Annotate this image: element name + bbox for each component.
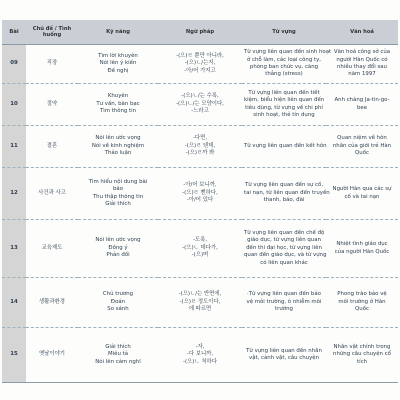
lesson-culture-line: Người Hàn qua các sự [332, 186, 392, 193]
lesson-grammar [158, 84, 242, 126]
lesson-vocab-line: Từ vựng liên quan đến sinh hoạt [244, 49, 332, 56]
lesson-grammar-line: -도록, [192, 237, 208, 244]
lesson-grammar-line: -자, [195, 343, 205, 350]
lesson-grammar [158, 126, 242, 168]
lesson-topic-line: 환경 [54, 298, 66, 305]
lesson-skills [78, 278, 158, 328]
table-row [2, 84, 398, 126]
lesson-skills-line: Thảo luận [104, 150, 132, 157]
lesson-topic-line: 교육제도 [41, 244, 63, 251]
lesson-skills [78, 328, 158, 383]
lesson-skills-line: Nói lên ước vọng [95, 237, 141, 244]
lesson-number: 13 [2, 220, 26, 278]
lesson-skills [78, 84, 158, 126]
lesson-culture [326, 220, 398, 278]
lesson-vocab-line: quan đến giáo dục, và từ vựng [244, 252, 327, 259]
header-vocab: Từ vựng [242, 20, 326, 45]
lesson-skills [78, 220, 158, 278]
lesson-vocab-line: kiệm, biểu hiện liên quan đến [244, 97, 325, 104]
lesson-grammar-line: -(으)ㄴ/는지, [184, 60, 216, 67]
header-culture: Văn hoá [326, 20, 398, 45]
lesson-skills [78, 168, 158, 220]
lesson-culture [326, 126, 398, 168]
lesson-culture [326, 328, 398, 383]
lesson-vocab-line: vật, cảnh vật, câu chuyện [249, 355, 319, 361]
lesson-culture-line: những câu chuyện cổ [333, 351, 391, 358]
lesson-number: 15 [2, 328, 26, 383]
lesson-vocab-line: phòng ban chức vụ, căng [249, 64, 319, 70]
lesson-skills-line: báo [112, 186, 124, 193]
lesson-topic-line: 이야기 [49, 351, 66, 358]
lesson-number: 10 [2, 84, 26, 126]
lesson-skills [78, 126, 158, 168]
lesson-skills-line: Tìm lời khuyên [98, 52, 138, 59]
lesson-vocab-line: thanh, báo, đài [263, 197, 305, 204]
lesson-topic [26, 84, 78, 126]
lesson-skills-line: Giải thích [105, 343, 131, 350]
lesson-vocab-line: có liên quan khác [260, 259, 308, 266]
lesson-culture [326, 45, 398, 84]
lesson-topic-line: 사건과 사고 [38, 189, 66, 196]
lesson-skills-line: Nói lên ước vọng [95, 135, 141, 142]
lesson-skills-line: Đề nghị [107, 67, 129, 74]
lesson-culture [326, 168, 398, 220]
lesson-vocab-line: trường [275, 306, 293, 313]
lesson-grammar [158, 278, 242, 328]
lesson-culture [326, 278, 398, 328]
header-skills: Kỹ năng [78, 20, 158, 45]
lesson-grammar [158, 328, 242, 383]
lesson-culture-line: Nhân vật chính trong [333, 343, 391, 350]
lesson-culture-line: Phong trào bảo vệ [337, 291, 387, 298]
lesson-culture-line: Quan niệm về hôn [337, 135, 387, 142]
lesson-skills-line: Miêu tả [107, 351, 128, 358]
table-row [2, 328, 398, 383]
header-bai: Bài [2, 20, 26, 45]
lesson-culture-line: môi trường ở Hàn [338, 298, 386, 305]
lesson-grammar-line: -(으)ㄴ/는 수록, [181, 93, 219, 100]
lesson-skills-line: Phản đối [106, 252, 130, 259]
lesson-grammar-line: -다면, [192, 135, 208, 142]
lesson-culture-line: Anh chàng Ja-tin-go- [334, 97, 390, 104]
table-header-row [2, 20, 398, 45]
table-row [2, 45, 398, 84]
lesson-grammar-line: -아/어 보니까, [183, 182, 217, 189]
lesson-culture-line: Nhiệt tình giáo dục [336, 241, 388, 248]
lesson-culture-line: bee [356, 104, 368, 111]
lesson-vocab [242, 126, 326, 168]
lesson-vocab-line: vệ môi trường, ô nhiễm môi [246, 298, 322, 305]
lesson-skills-line: Nói lên cảm nghĩ [95, 358, 141, 365]
lesson-vocab [242, 278, 326, 328]
lesson-grammar-line: -(으)ㄴ/는 모양이다, [176, 100, 224, 107]
lesson-vocab [242, 84, 326, 126]
lesson-skills-line: Tư vấn, bàn bạc [96, 100, 140, 107]
lesson-grammar-line: -아/어 가지고 [184, 67, 216, 74]
lesson-culture-line: Quốc [355, 150, 369, 157]
lesson-vocab-line: Từ vựng liên quan đến nhân [246, 347, 322, 354]
lesson-vocab [242, 45, 332, 84]
lesson-grammar [158, 168, 242, 220]
lesson-culture-line: nhiều thay đổi sau [337, 64, 387, 70]
table-row [2, 168, 398, 220]
table-body [2, 45, 398, 383]
lesson-skills-line: Nói về kinh nghiệm [91, 142, 145, 149]
lesson-vocab-line: Từ vựng liên quan đến tiết [248, 89, 320, 96]
lesson-topic-line: 옛날 [38, 351, 50, 358]
lesson-topic [26, 220, 78, 278]
lesson-grammar-line: -다 보니까, [186, 351, 214, 358]
lesson-topic [26, 278, 78, 328]
lesson-topic [26, 168, 78, 220]
header-grammar: Ngữ pháp [158, 20, 242, 45]
lesson-topic [26, 126, 78, 168]
lesson-culture-line: cố và tai nạn [344, 193, 380, 200]
lesson-skills-line: Đồng ý [108, 244, 128, 251]
lesson-grammar-line: -(으)ㄹ 텐데, [184, 142, 216, 149]
lesson-skills-line: Tìm thông tin [99, 108, 137, 115]
lesson-grammar-line: -(으)ㄹ 뿐만 아니라, [176, 52, 224, 59]
lesson-topic-line: 절약 [46, 100, 58, 107]
lesson-grammar [158, 220, 242, 278]
lesson-vocab-line: tai nạn, từ liên quan đến truyền [244, 189, 330, 196]
lesson-vocab [242, 328, 326, 383]
lesson-grammar-line: -(으)ㄹ까 봐 [185, 150, 215, 157]
lesson-vocab-line: tiêu dùng, từ vựng về chi phí [245, 104, 323, 111]
table-row [2, 220, 398, 278]
lesson-skills-line: Thu thập thông tin [92, 193, 144, 200]
lesson-culture-line: Văn hoá công sở của [333, 49, 391, 56]
lesson-grammar-line: -(으)ㄹ 정도이다, [179, 298, 221, 305]
lesson-vocab-line: Từ vựng liên quan đến chế độ [244, 229, 325, 236]
lesson-grammar-line: -아/어 있다 [186, 197, 214, 204]
lesson-vocab [242, 168, 330, 220]
lesson-vocab-line: đến thi đại học, từ vựng liên [246, 244, 322, 251]
header-topic: Chủ đề / Tình huống [26, 20, 78, 45]
lesson-grammar-line: -느라고 [191, 108, 209, 115]
lesson-culture-line: người Hàn Quốc có [336, 56, 388, 63]
lesson-topic-line: 생활과 [38, 298, 55, 305]
lesson-vocab-line: ở chỗ làm, các loại công ty, [247, 56, 321, 63]
lesson-vocab [242, 220, 326, 278]
table-row [2, 126, 398, 168]
lesson-skills-line: So sánh [107, 306, 129, 313]
lesson-grammar-line: -(으)ㄴ 척하다 [183, 358, 217, 365]
curriculum-table [2, 20, 398, 383]
lesson-grammar-line: -(으)ㄹ 뻔하다, [182, 189, 218, 196]
lesson-vocab-line: thẳng (stress) [265, 71, 303, 78]
lesson-skills-line: Nói lên ý kiến [99, 60, 137, 67]
lesson-skills-line: Tìm hiểu nội dung bài [88, 178, 148, 185]
lesson-topic [26, 328, 78, 383]
lesson-culture-line: tích [357, 358, 367, 365]
lesson-culture-line: của người Hàn Quốc [334, 248, 390, 255]
lesson-skills [78, 45, 158, 84]
lesson-vocab-line: giáo dục, từ vựng liên quan [247, 237, 321, 244]
lesson-skills-line: Giải thích [105, 200, 131, 207]
lesson-grammar-line: 에 따르면 [188, 306, 212, 313]
lesson-skills-line: Khuyên [107, 93, 129, 100]
lesson-grammar [158, 45, 242, 84]
lesson-culture-line: năm 1997 [348, 71, 376, 78]
lesson-topic [26, 45, 78, 84]
lesson-topic-line: 결혼 [46, 142, 58, 149]
lesson-topic-line: 직장 [46, 60, 58, 67]
lesson-grammar-line: -(으)며 [191, 252, 209, 259]
lesson-skills-line: Chủ trương [102, 291, 134, 298]
lesson-number: 14 [2, 278, 26, 328]
lesson-culture-line: Quốc [355, 306, 369, 313]
lesson-culture [326, 84, 398, 126]
lesson-vocab-line: ·Từ vựng liên quan đến bảo [247, 291, 321, 298]
lesson-number: 12 [2, 168, 26, 220]
lesson-grammar-line: -(으)ㄴ/는 반면에, [178, 291, 222, 298]
lesson-grammar-line: -(으)ㄴ 데다가, [182, 244, 218, 251]
lesson-vocab-line: sinh hoạt, thẻ tín dụng [253, 111, 315, 118]
lesson-vocab-line: Từ vựng liên quan đến kết hôn [244, 142, 327, 149]
lesson-number: 11 [2, 126, 26, 168]
lesson-culture-line: nhân của giới trẻ Hàn [332, 142, 392, 149]
lesson-vocab-line: Từ vựng liên quan đến sự cố, [244, 182, 324, 189]
lesson-skills-line: Đoán [110, 298, 126, 305]
table-row [2, 278, 398, 328]
lesson-number: 09 [2, 45, 26, 84]
